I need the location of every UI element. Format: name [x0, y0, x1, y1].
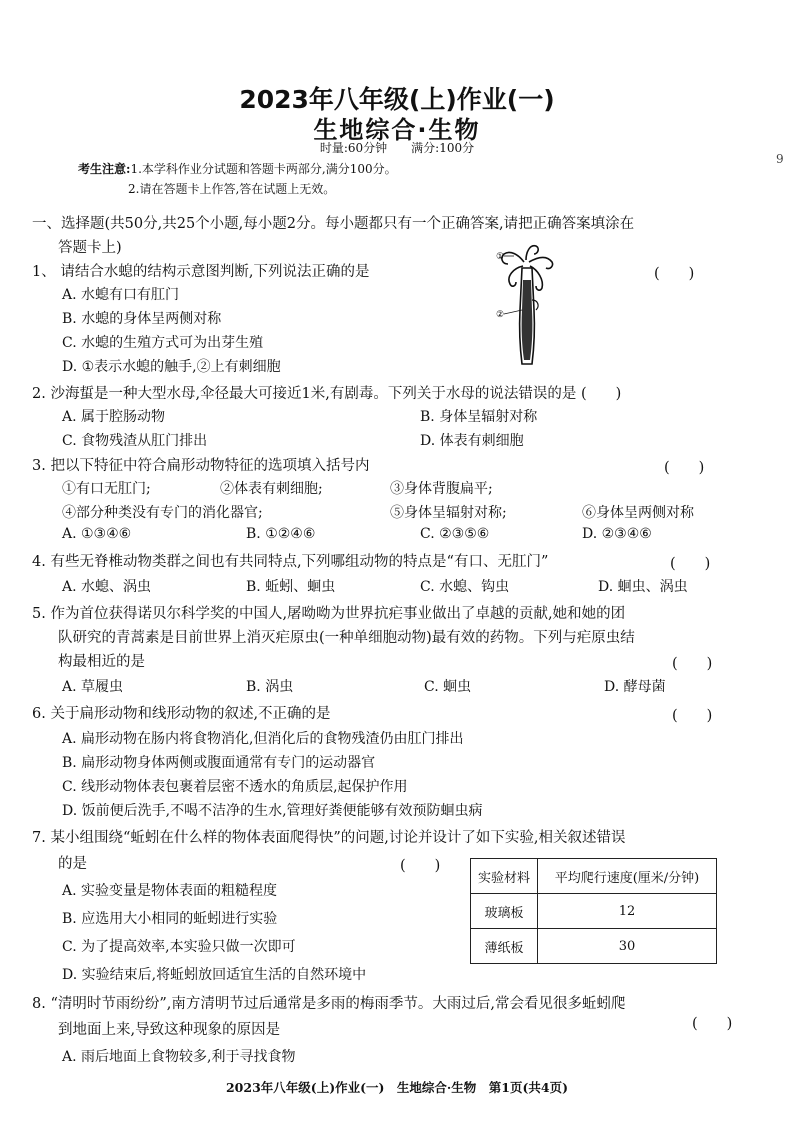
question-3-feature-6: ⑥身体呈两侧对称	[582, 505, 694, 521]
question-4-option-d: D. 蛔虫、涡虫	[598, 579, 688, 595]
question-4-option-b: B. 蚯蚓、蛔虫	[246, 579, 336, 595]
table-row	[471, 929, 717, 964]
table-cell: 12	[538, 894, 717, 929]
question-1-option-d: D. ①表示水螅的触手,②上有刺细胞	[62, 359, 281, 375]
question-6-stem: 6. 关于扁形动物和线形动物的叙述,不正确的是	[32, 706, 331, 722]
table-row	[471, 894, 717, 929]
question-5-stem: 5. 作为首位获得诺贝尔科学奖的中国人,屠呦呦为世界抗疟事业做出了卓越的贡献,她和她的团	[32, 606, 626, 622]
question-8-stem: 8. “清明时节雨纷纷”,南方清明节过后通常是多雨的梅雨季节。大雨过后,常会看见很多蚯蚓爬	[32, 996, 626, 1012]
question-3-feature-2: ②体表有刺细胞;	[220, 481, 323, 497]
diagram-label-1: ①	[496, 252, 505, 262]
question-4-stem: 4. 有些无脊椎动物类群之间也有共同特点,下列哪组动物的特点是“有口、无肛门”	[32, 554, 549, 570]
section-title-cont: 答题卡上)	[58, 240, 122, 256]
table-header: 实验材料	[471, 859, 538, 894]
question-7-option-a: A. 实验变量是物体表面的粗糙程度	[62, 883, 278, 899]
notice-text-1: 1.本学科作业分试题和答题卡两部分,满分100分。	[130, 162, 397, 176]
question-3-option-b: B. ①②④⑥	[246, 526, 316, 542]
question-5-stem-cont: 队研究的青蒿素是目前世界上消灭疟原虫(一种单细胞动物)最有效的药物。下列与疟原虫结	[58, 630, 635, 646]
question-2-option-d: D. 体表有刺细胞	[420, 433, 524, 449]
question-5-option-b: B. 涡虫	[246, 679, 294, 695]
question-3-feature-3: ③身体背腹扁平;	[390, 481, 493, 497]
question-7-option-b: B. 应选用大小相同的蚯蚓进行实验	[62, 911, 278, 927]
notice-label: 考生注意:	[78, 162, 131, 176]
question-7-option-d: D. 实验结束后,将蚯蚓放回适宜生活的自然环境中	[62, 967, 367, 983]
question-8-answer-bracket: ( )	[692, 1016, 733, 1032]
question-5-option-d: D. 酵母菌	[604, 679, 666, 695]
notice-line-1	[78, 160, 397, 177]
question-2-option-c: C. 食物残渣从肛门排出	[62, 433, 208, 449]
question-6-option-b: B. 扁形动物身体两侧或腹面通常有专门的运动器官	[62, 755, 376, 771]
question-5-answer-bracket: ( )	[672, 656, 713, 672]
time-info: 时量:60分钟 满分:100分	[319, 141, 475, 155]
question-3-stem: 3. 把以下特征中符合扁形动物特征的选项填入括号内	[32, 458, 370, 474]
question-6-option-c: C. 线形动物体表包裹着层密不透水的角质层,起保护作用	[62, 779, 408, 795]
table-cell: 薄纸板	[471, 929, 538, 964]
question-3-feature-1: ①有口无肛门;	[62, 481, 151, 497]
question-5-stem-end: 构最相近的是	[58, 654, 145, 670]
question-3-feature-4: ④部分种类没有专门的消化器官;	[62, 505, 263, 521]
question-3-answer-bracket: ( )	[664, 460, 705, 476]
question-8-option-a: A. 雨后地面上食物较多,利于寻找食物	[62, 1049, 296, 1065]
question-1-option-a: A. 水螅有口有肛门	[62, 287, 180, 303]
page-subtitle: 生地综合·生物	[313, 116, 481, 144]
notice-line-2: 2.请在答题卡上作答,答在试题上无效。	[128, 182, 336, 196]
page-footer: 2023年八年级(上)作业(一) 生地综合·生物 第1页(共4页)	[225, 1080, 569, 1095]
question-4-answer-bracket: ( )	[670, 556, 711, 572]
question-8-stem-cont: 到地面上来,导致这种现象的原因是	[58, 1022, 281, 1038]
question-3-option-d: D. ②③④⑥	[582, 526, 652, 542]
page-title: 2023年八年级(上)作业(一)	[239, 85, 555, 114]
table-cell: 30	[538, 929, 717, 964]
question-7-stem-cont: 的是	[58, 856, 87, 872]
question-1-stem: 1、 请结合水螅的结构示意图判断,下列说法正确的是	[32, 264, 370, 280]
experiment-table	[470, 858, 717, 964]
question-4-option-c: C. 水螅、钩虫	[420, 579, 510, 595]
question-3-option-c: C. ②③⑤⑥	[420, 526, 490, 542]
question-3-feature-5: ⑤身体呈辐射对称;	[390, 505, 507, 521]
table-cell: 玻璃板	[471, 894, 538, 929]
question-2-option-b: B. 身体呈辐射对称	[420, 409, 538, 425]
question-7-stem: 7. 某小组围绕“蚯蚓在什么样的物体表面爬得快”的问题,讨论并设计了如下实验,相关叙述错误	[32, 830, 626, 846]
question-2-stem: 2. 沙海蜇是一种大型水母,伞径最大可接近1米,有剧毒。下列关于水母的说法错误的是 ( )	[32, 386, 622, 402]
question-4-option-a: A. 水螅、涡虫	[62, 579, 152, 595]
table-header-row	[471, 859, 717, 894]
question-1-option-c: C. 水螅的生殖方式可为出芽生殖	[62, 335, 264, 351]
question-7-option-c: C. 为了提高效率,本实验只做一次即可	[62, 939, 296, 955]
diagram-label-2: ②	[496, 310, 505, 320]
question-2-option-a: A. 属于腔肠动物	[62, 409, 166, 425]
section-title: 一、选择题(共50分,共25个小题,每小题2分。每小题都只有一个正确答案,请把正确答案填涂在	[32, 216, 635, 232]
question-7-answer-bracket: ( )	[400, 858, 441, 874]
margin-mark: 9	[776, 152, 784, 166]
question-1-answer-bracket: ( )	[654, 266, 695, 282]
question-5-option-c: C. 蛔虫	[424, 679, 472, 695]
question-6-option-d: D. 饭前便后洗手,不喝不洁净的生水,管理好粪便能够有效预防蛔虫病	[62, 803, 483, 819]
hydra-diagram	[496, 240, 558, 370]
question-6-option-a: A. 扁形动物在肠内将食物消化,但消化后的食物残渣仍由肛门排出	[62, 731, 464, 747]
question-3-option-a: A. ①③④⑥	[62, 526, 132, 542]
question-5-option-a: A. 草履虫	[62, 679, 124, 695]
question-1-option-b: B. 水螅的身体呈两侧对称	[62, 311, 222, 327]
table-header: 平均爬行速度(厘米/分钟)	[538, 859, 717, 894]
question-6-answer-bracket: ( )	[672, 708, 713, 724]
